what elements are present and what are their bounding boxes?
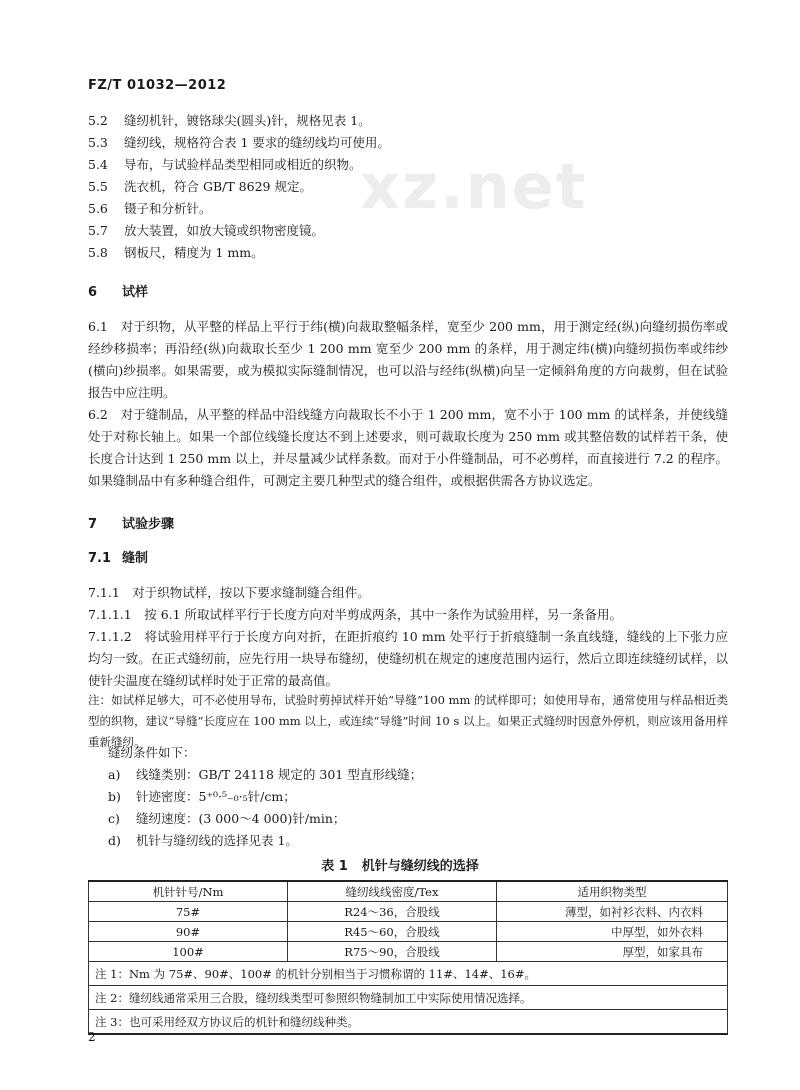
table-note: 注 1：Nm 为 75#、90#、100# 的机针分别相当于习惯称谓的 11#、14#、16#。	[89, 962, 728, 986]
sewing-conditions	[88, 742, 748, 852]
list-item: 5.3 缝纫线，规格符合表 1 要求的缝纫线均可使用。	[88, 135, 390, 150]
table-header: 缝纫线线密度/Tex	[288, 881, 497, 902]
note: 注：如试样足够大，可不必使用导布，试验时剪掉试样开始“导缝”100 mm 的试样即可；如使用导布，通常使用与样品相近类型的织物，建议“导缝”长度应在 100 mm 以上，或连续“导缝”时间 10 s 以上。如果正式缝纫时因意外停机，则应该用备用样重新缝纫。	[88, 693, 728, 749]
table-cell: 75#	[89, 902, 288, 922]
subsection-heading-7-1: 7.1 缝制	[88, 551, 149, 566]
equipment-list	[88, 110, 728, 264]
paragraph-7-1-1-2: 7.1.1.2 将试验用样平行于长度方向对折，在距折痕约 10 mm 处平行于折痕缝制一条直线缝，缝线的上下张力应均匀一致。在正式缝纫前，应先行用一块导布缝纫，使缝纫机在规定的速度范围内运行，然后立即连续缝纫试样，以使针尖温度在缝纫试样时处于正常的最高值。	[88, 629, 728, 688]
list-item: 5.7 放大装置，如放大镜或织物密度镜。	[88, 223, 325, 238]
table-cell: R75～90，合股线	[288, 942, 497, 962]
table-header: 适用织物类型	[497, 881, 728, 902]
table-cell: R45～60，合股线	[288, 922, 497, 942]
table-cell: 100#	[89, 942, 288, 962]
table-note-row	[89, 962, 728, 986]
section-heading-7: 7 试验步骤	[88, 517, 175, 532]
list-item: 5.6 镊子和分析针。	[88, 201, 212, 216]
list-item: 5.5 洗衣机，符合 GB/T 8629 规定。	[88, 179, 312, 194]
table-header-row	[89, 881, 728, 902]
table-row	[89, 922, 728, 942]
table-cell: 厚型，如家具布	[497, 942, 728, 962]
list-item: a) 线缝类别：GB/T 24118 规定的 301 型直形线缝；	[108, 767, 423, 782]
table-note-row	[89, 986, 728, 1010]
paragraph-7-1-1: 7.1.1 对于织物试样，按以下要求缝制缝合组件。	[88, 585, 370, 600]
section-heading-6: 6 试样	[88, 285, 149, 300]
needle-thread-table	[88, 880, 728, 1035]
table-note: 注 2：缝纫线通常采用三合股，缝纫线类型可参照织物缝制加工中实际使用情况选择。	[89, 986, 728, 1010]
table-cell: 中厚型，如外衣料	[497, 922, 728, 942]
page-number: 2	[88, 1030, 96, 1044]
paragraph-6-2: 6.2 对于缝制品，从平整的样品中沿线缝方向裁取长不小于 1 200 mm，宽不小于 100 mm 的试样条，并使线缝处于对称长轴上。如果一个部位线缝长度达不到上述要求，则可裁取长度为 250 mm 或其整倍数的试样若干条，使长度合计达到 1 250 mm 以上，并尽量减少试样条数。而对于小件缝制品，可不必剪样，而直接进行 7.2 的程序。如果缝制品中有多种缝合组件，可测定主要几种型式的缝合组件，或根据供需各方协议选定。	[88, 407, 728, 488]
table-header: 机针针号/Nm	[89, 881, 288, 902]
conditions-intro: 缝纫条件如下：	[108, 745, 196, 760]
table-cell: 90#	[89, 922, 288, 942]
list-item: 5.8 钢板尺，精度为 1 mm。	[88, 245, 264, 260]
table-caption: 表 1 机针与缝纫线的选择	[321, 859, 479, 874]
list-item: 5.2 缝纫机针，镀铬球尖(圆头)针，规格见表 1。	[88, 113, 371, 128]
table-cell: 薄型，如衬衫衣料、内衣料	[497, 902, 728, 922]
watermark: xz.net	[360, 150, 588, 223]
table-note-row	[89, 1010, 728, 1035]
paragraph-7-1-1-1: 7.1.1.1 按 6.1 所取试样平行于长度方向对半剪成两条，其中一条作为试验用样，另一条备用。	[88, 607, 623, 622]
list-item: c) 缝纫速度：(3 000～4 000)针/min；	[108, 811, 346, 826]
table-row	[89, 902, 728, 922]
list-item: 5.4 导布，与试验样品类型相同或相近的织物。	[88, 157, 362, 172]
table-note: 注 3：也可采用经双方协议后的机针和缝纫线种类。	[89, 1010, 728, 1035]
paragraph-6-1: 6.1 对于织物，从平整的样品上平行于纬(横)向裁取整幅条样，宽至少 200 mm，用于测定经(纵)向缝纫损伤率或经纱移损率；再沿经(纵)向裁取长至少 1 200 mm 宽至少 200 mm 的条样，用于测定纬(横)向缝纫损伤率或纬纱(横向)纱损率。如果需要，或为模拟实际缝制情况，也可以沿与经纬(纵横)向呈一定倾斜角度的方向裁剪，但在试验报告中应注明。	[88, 319, 728, 400]
list-item: d) 机针与缝纫线的选择见表 1。	[108, 833, 298, 848]
table-cell: R24～36，合股线	[288, 902, 497, 922]
table-row	[89, 942, 728, 962]
list-item: b) 针迹密度：5⁺⁰·⁵₋₀·₅针/cm；	[108, 789, 296, 804]
standard-number: FZ/T 01032—2012	[88, 78, 227, 93]
